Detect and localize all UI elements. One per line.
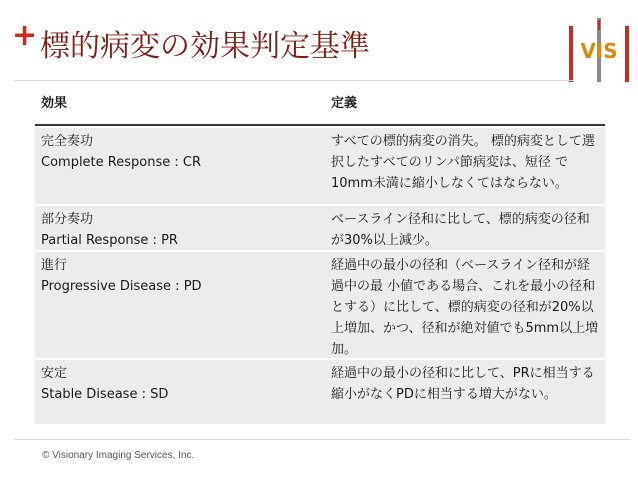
header-definition: 定義 (331, 95, 358, 111)
definition-cell: 経過中の最小の径和（ベースライン径和が経過中の最 小値である場合、これを最小の径和とする）に比して、標的病変の径和が20%以上増加、かつ、径和が絶対値でも5mm以上増加。 (331, 258, 599, 357)
logo-text: VIS (580, 39, 618, 63)
definition-cell: ベースライン径和に比して、標的病変の径和が30%以上減少。 (331, 212, 590, 248)
table-row (35, 204, 605, 250)
effect-ja: 部分奏功 (41, 212, 94, 227)
criteria-table (35, 82, 605, 424)
copyright-footer: © Visionary Imaging Services, Inc. (42, 450, 195, 461)
definition-cell: 経過中の最小の径和に比して、PRに相当する縮小がなくPDに相当する増大がない。 (331, 366, 595, 402)
effect-ja: 完全奏功 (41, 134, 94, 149)
plus-icon: + (12, 18, 38, 53)
slide-title: 標的病変の効果判定基準 (40, 29, 370, 64)
effect-ja: 安定 (41, 366, 68, 381)
table-row (35, 250, 605, 358)
definition-cell: すべての標的病変の消失。 標的病変として選択したすべてのリンパ節病変は、短径 で10mm未満に縮小しなくてはならない。 (331, 134, 595, 191)
effect-cell (35, 252, 325, 358)
effect-en: Stable Disease : SD (41, 387, 169, 402)
effect-en: Partial Response : PR (41, 233, 178, 248)
effect-cell (35, 360, 325, 424)
table-row (35, 126, 605, 204)
effect-en: Progressive Disease : PD (41, 279, 202, 294)
vis-logo (567, 18, 631, 82)
effect-cell (35, 128, 325, 204)
table-row (35, 358, 605, 424)
table-header-row (35, 82, 605, 126)
footer-divider (14, 439, 630, 440)
title-divider (14, 80, 574, 81)
header-effect: 効果 (41, 95, 68, 111)
effect-cell (35, 206, 325, 250)
effect-en: Complete Response : CR (41, 155, 201, 170)
effect-ja: 進行 (41, 258, 68, 273)
